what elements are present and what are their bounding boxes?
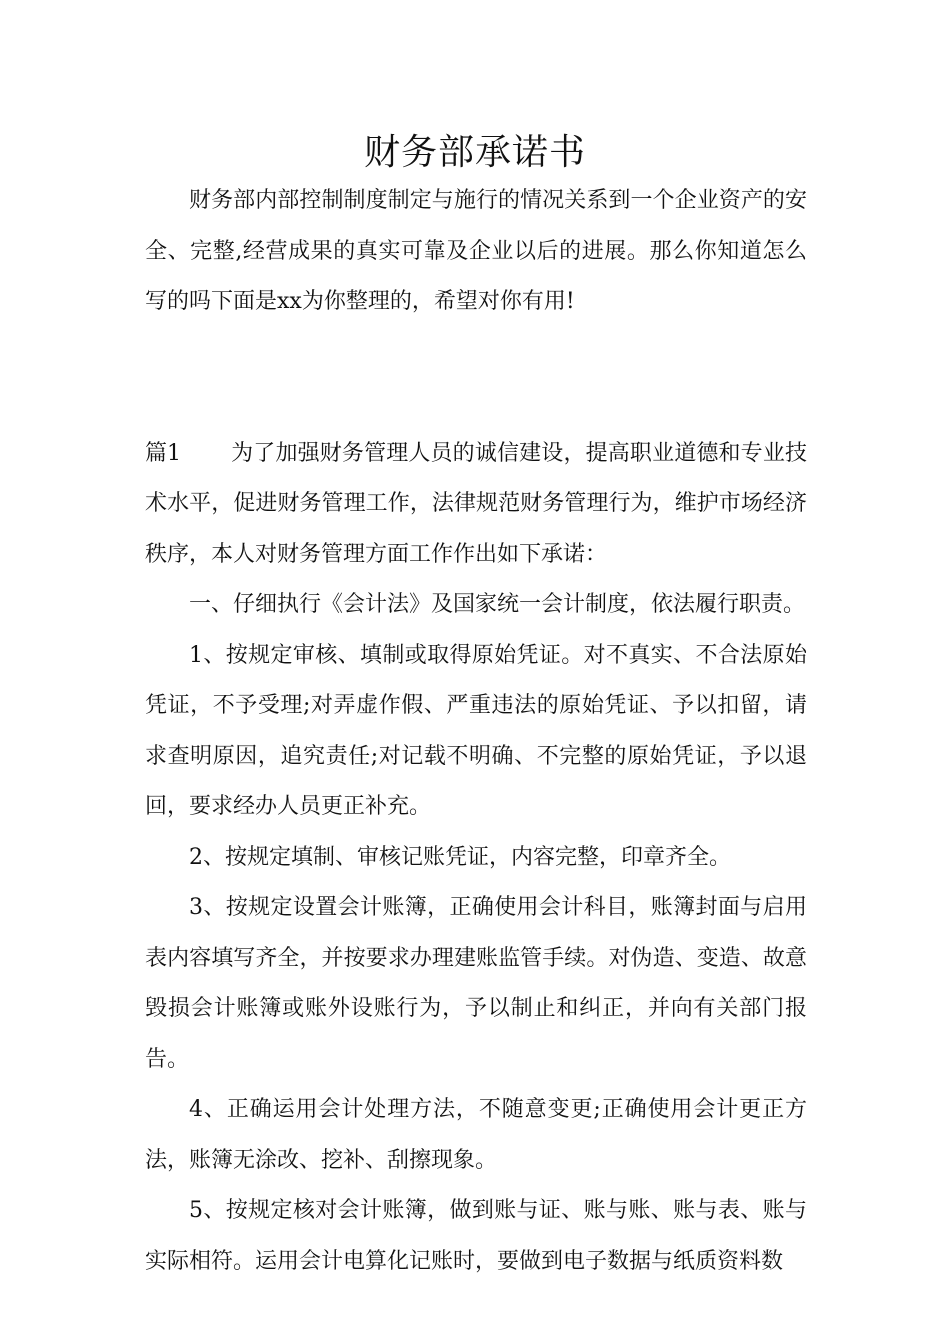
commitment-paragraph-1: 一、仔细执行《会计法》及国家统一会计制度，依法履行职责。 [189,592,806,617]
commitment-paragraph-6: 5、按规定核对会计账簿，做到账与证、账与账、账与表、账与实际相符。运用会计电算化记账时，要做到电子数据与纸质资料数 [145,1198,807,1274]
chapter-label: 篇1 [145,440,181,466]
commitment-paragraph-4: 3、按规定设置会计账簿，正确使用会计科目，账簿封面与启用表内容填写齐全，并按要求办理建账监管手续。对伪造、变造、故意毁损会计账簿或账外设账行为，予以制止和纠正，并向有关部门报告。 [145,895,807,1072]
commitment-paragraph-3: 2、按规定填制、审核记账凭证，内容完整，印章齐全。 [189,844,731,870]
intro-paragraph: 财务部内部控制制度制定与施行的情况关系到一个企业资产的安全、完整,经营成果的真实可靠及企业以后的进展。那么你知道怎么写的吗下面是xx为你整理的，希望对你有用! [145,188,807,314]
chapter-text: 为了加强财务管理人员的诚信建设，提高职业道德和专业技术水平，促进财务管理工作，法律规范财务管理行为，维护市场经济秩序，本人对财务管理方面工作作出如下承诺： [145,440,807,567]
chapter-paragraph [145,429,807,581]
paragraph-gap [145,328,807,429]
commitment-paragraph-5: 4、正确运用会计处理方法，不随意变更;正确使用会计更正方法，账簿无涂改、挖补、刮擦现象。 [145,1097,807,1173]
document-body [145,176,807,1287]
commitment-paragraph-2: 1、按规定审核、填制或取得原始凭证。对不真实、不合法原始凭证，不予受理;对弄虚作假、严重违法的原始凭证、予以扣留，请求查明原因，追究责任;对记载不明确、不完整的原始凭证，予以退回，要求经办人员更正补充。 [145,642,807,819]
document-title: 财务部承诺书 [363,132,586,173]
